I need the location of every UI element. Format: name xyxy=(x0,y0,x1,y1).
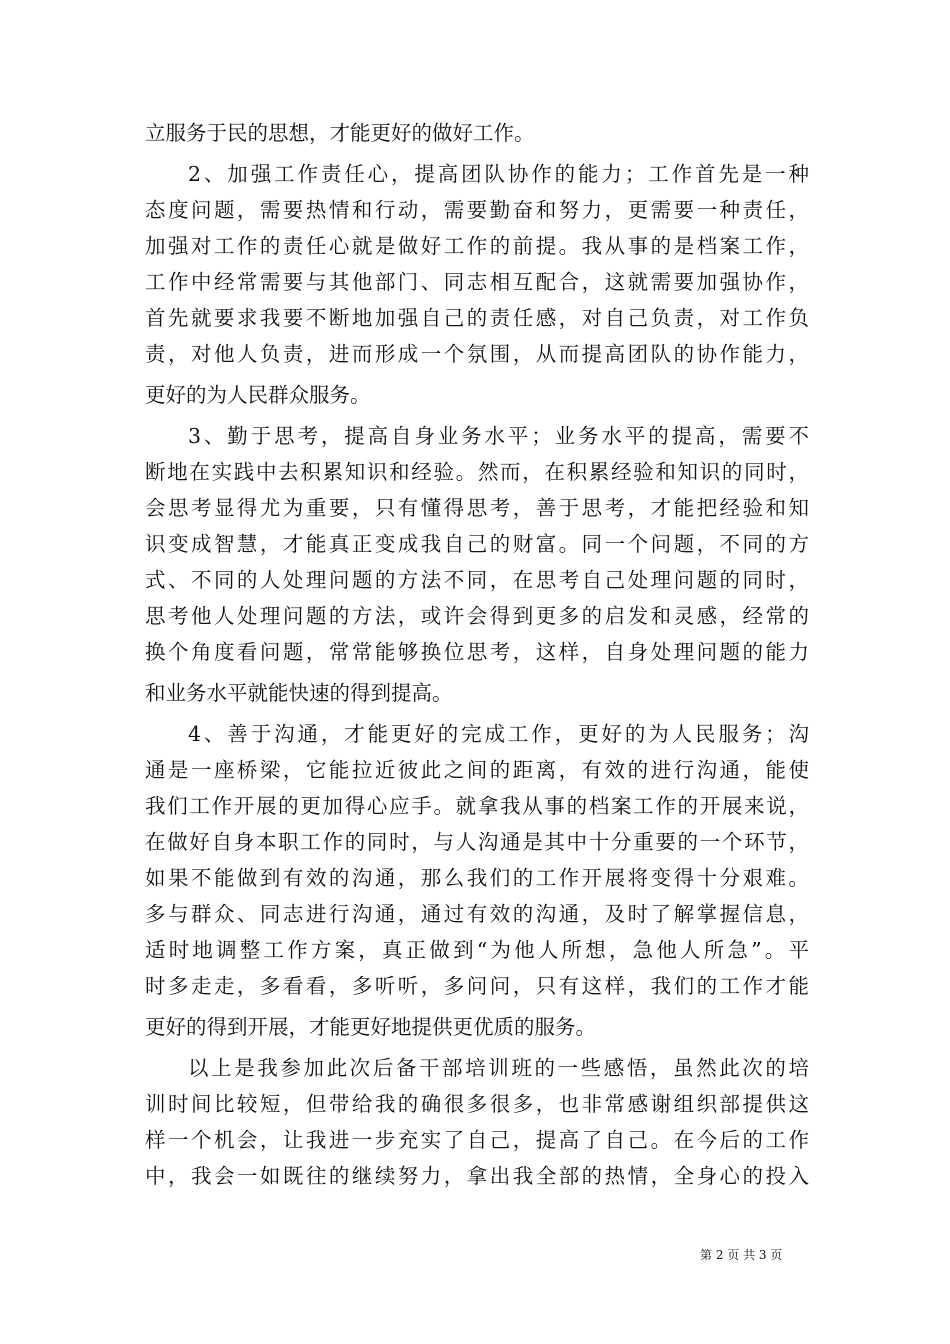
text-line: 2、加强工作责任心，提高团队协作的能力；工作首先是一种 xyxy=(188,162,809,186)
text-line: 识变成智慧，才能真正变成我自己的财富。同一个问题，不同的方 xyxy=(145,532,809,556)
text-line: 训时间比较短，但带给我的确很多很多，也非常感谢组织部提供这 xyxy=(145,1092,809,1116)
text-line: 态度问题，需要热情和行动，需要勤奋和努力，更需要一种责任， xyxy=(145,198,809,222)
text-line: 工作中经常需要与其他部门、同志相互配合，这就需要加强协作， xyxy=(145,270,809,294)
text-line: 4、善于沟通，才能更好的完成工作，更好的为人民服务；沟 xyxy=(188,722,809,746)
text-line: 思考他人处理问题的方法，或许会得到更多的启发和灵感，经常的 xyxy=(145,604,809,628)
text-line: 适时地调整工作方案，真正做到“为他人所想，急他人所急”。平 xyxy=(145,938,809,962)
text-line: 样一个机会，让我进一步充实了自己，提高了自己。在今后的工作 xyxy=(145,1128,809,1152)
text-line: 更好的得到开展，才能更好地提供更优质的服务。 xyxy=(145,1015,596,1039)
text-line: 通是一座桥梁，它能拉近彼此之间的距离，有效的进行沟通，能使 xyxy=(145,758,809,782)
text-line: 多与群众、同志进行沟通，通过有效的沟通，及时了解掌握信息， xyxy=(145,902,809,926)
page-number: 第 2 页 共 3 页 xyxy=(700,1248,783,1262)
text-line: 中，我会一如既往的继续努力，拿出我全部的热情，全身心的投入 xyxy=(145,1164,809,1188)
text-line: 和业务水平就能快速的得到提高。 xyxy=(145,681,453,705)
text-line: 更好的为人民群众服务。 xyxy=(145,383,371,407)
text-line: 换个角度看问题，常常能够换位思考，这样，自身处理问题的能力 xyxy=(145,640,809,664)
text-line: 断地在实践中去积累知识和经验。然而，在积累经验和知识的同时， xyxy=(145,460,809,484)
text-line: 式、不同的人处理问题的方法不同，在思考自己处理问题的同时， xyxy=(145,568,809,592)
text-line: 责，对他人负责，进而形成一个氛围，从而提高团队的协作能力， xyxy=(145,342,809,366)
text-line: 会思考显得尤为重要，只有懂得思考，善于思考，才能把经验和知 xyxy=(145,496,809,520)
text-line: 首先就要求我要不断地加强自己的责任感，对自己负责，对工作负 xyxy=(145,306,809,330)
text-line: 我们工作开展的更加得心应手。就拿我从事的档案工作的开展来说， xyxy=(145,794,809,818)
text-line: 以上是我参加此次后备干部培训班的一些感悟，虽然此次的培 xyxy=(188,1056,809,1080)
text-line: 立服务于民的思想，才能更好的做好工作。 xyxy=(145,121,535,145)
text-line: 如果不能做到有效的沟通，那么我们的工作开展将变得十分艰难。 xyxy=(145,866,809,890)
text-line: 在做好自身本职工作的同时，与人沟通是其中十分重要的一个环节， xyxy=(145,830,809,854)
text-line: 时多走走，多看看，多听听，多问问，只有这样，我们的工作才能 xyxy=(145,974,809,998)
text-line: 3、勤于思考，提高自身业务水平；业务水平的提高，需要不 xyxy=(188,424,809,448)
text-line: 加强对工作的责任心就是做好工作的前提。我从事的是档案工作， xyxy=(145,234,809,258)
